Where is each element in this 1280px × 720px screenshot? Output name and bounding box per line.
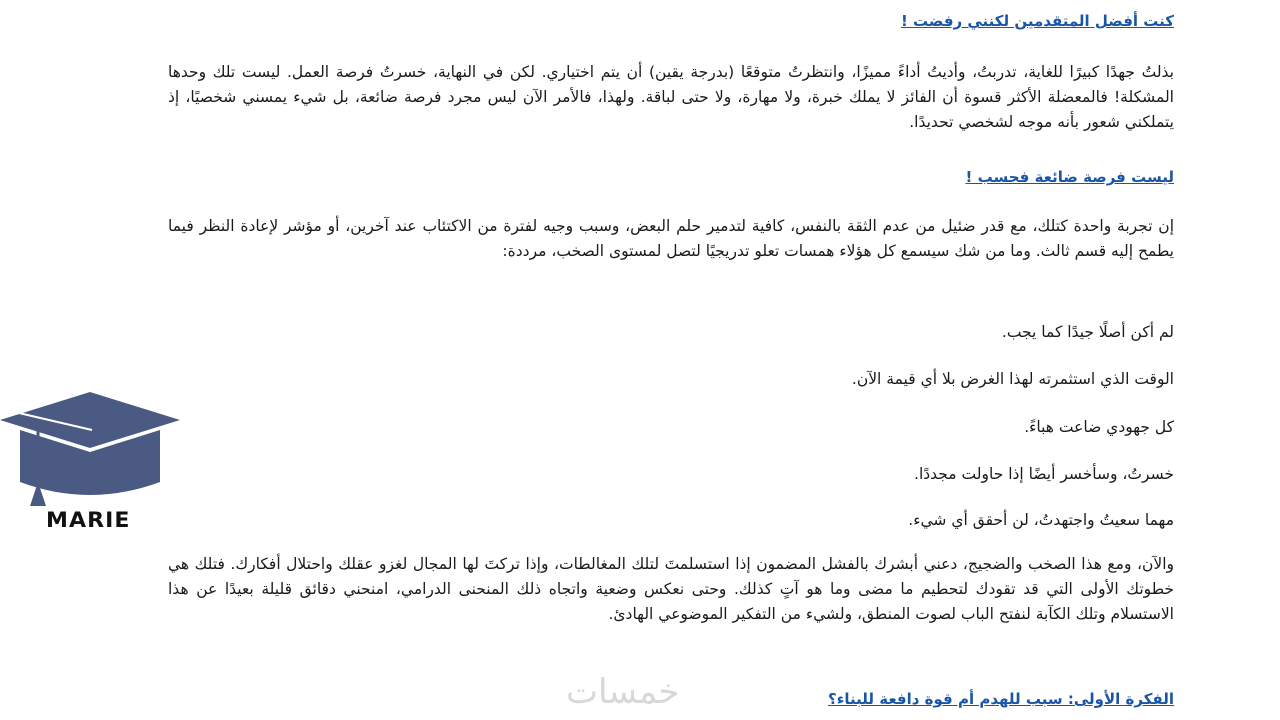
negative-thought-2: الوقت الذي استثمرته لهذا الغرض بلا أي قيمة الآن. [851,370,1174,388]
negative-thought-1: لم أكن أصلًا جيدًا كما يجب. [1001,323,1174,341]
negative-thought-3: كل جهودي ضاعت هباءً. [1024,418,1174,436]
heading-not-just-lost-chance: ليست فرصة ضائعة فحسب ! [965,168,1174,186]
paragraph-one-experience: إن تجربة واحدة كتلك، مع قدر ضئيل من عدم الثقة بالنفس، كافية لتدمير حلم البعض، وسبب وجيه لفترة من الاكتئاب عند آخرين، أو مؤشر لإعادة النظر فيما يطمح إليه قسم ثالث. وما من شك سيسمع كل هؤلاء همسات تعلو تدريجيًا لتصل لمستوى الصخب، مرددة: [168,217,1174,260]
paragraph-effort: بذلتُ جهدًا كبيرًا للغاية، تدربتُ، وأديتُ أداءً مميزًا، وانتظرتُ متوقعًا (بدرجة يقين) أن يتم اختياري. لكن في النهاية، خسرتُ فرصة العمل. ليست تلك وحدها المشكلة! فالمعضلة الأكثر قسوة أن الفائز لا يملك خبرة، ولا مهارة، ولا حتى لباقة. ولهذا، فالأمر الآن ليس مجرد فرصة ضائعة، بل شيء يمسني شخصيًا، إذ يتملكني شعور بأنه موجه لشخصي تحديدًا. [168,63,1174,131]
negative-thought-5: مهما سعيتُ واجتهدتُ، لن أحقق أي شيء. [908,511,1174,529]
heading-rejected: كنت أفضل المتقدمين لكنني رفضت ! [900,12,1174,30]
negative-thought-4: خسرتُ، وسأخسر أيضًا إذا حاولت مجددًا. [914,465,1174,483]
logo-text: MARIE [45,508,131,532]
heading-first-idea: الفكرة الأولى: سبب للهدم أم قوة دافعة للبناء؟ [828,690,1174,708]
watermark: خمسات [566,672,680,712]
paragraph-now-noise: والآن، ومع هذا الصخب والضجيج، دعني أبشرك بالفشل المضمون إذا استسلمتَ لتلك المغالطات، وإذا تركتَ لها المجال لغزو عقلك واحتلال أفكارك. فتلك هي خطوتك الأولى التي قد تقودك لتحطيم ما مضى وما هو آتٍ كذلك. وحتى نعكس وضعية واتجاه ذلك المنحنى الدرامي، امنحني دقائق قليلة بعيدًا عن هذا الاستسلام وتلك الكآبة لنفتح الباب لصوت المنطق، ولشيء من التفكير الموضوعي الهادئ. [168,555,1174,623]
document-body [168,0,1174,720]
